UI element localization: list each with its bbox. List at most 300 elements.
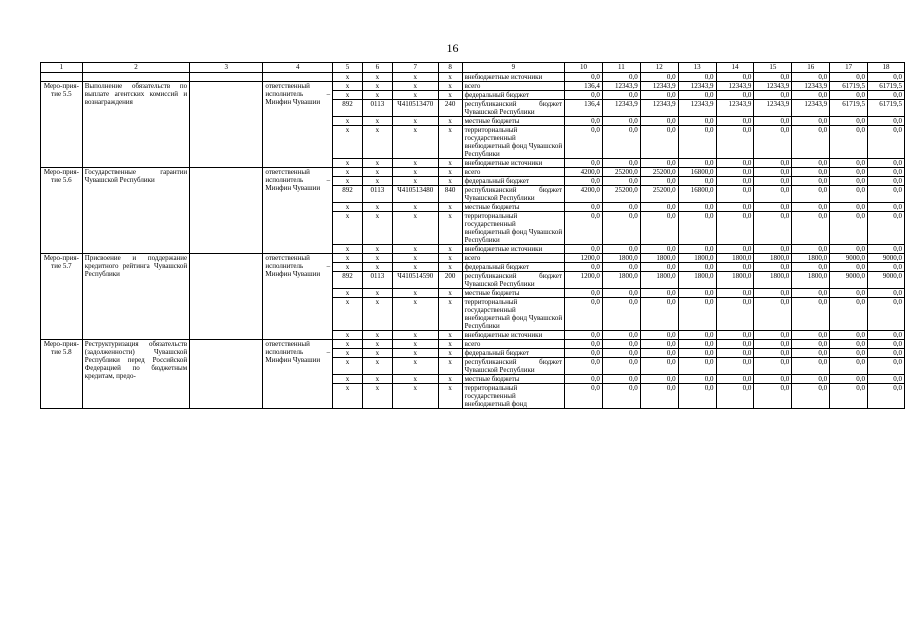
funding-value: 0,0 xyxy=(640,349,678,358)
event-id: Меро-прия-тие 5.7 xyxy=(41,254,83,340)
funding-value: 0,0 xyxy=(868,117,905,126)
funding-value: 0,0 xyxy=(868,245,905,254)
budget-code: x xyxy=(362,384,392,409)
funding-source: территориальный государственный внебюджетный фонд xyxy=(462,384,564,409)
funding-value: 0,0 xyxy=(792,177,830,186)
funding-value: 0,0 xyxy=(792,91,830,100)
funding-value: 0,0 xyxy=(565,212,603,245)
funding-value: 0,0 xyxy=(868,289,905,298)
funding-value: 12343,9 xyxy=(792,82,830,91)
column-number: 15 xyxy=(754,63,792,73)
funding-source: республиканский бюджет Чувашской Республики xyxy=(462,358,564,375)
funding-value: 0,0 xyxy=(602,298,640,331)
funding-value: 0,0 xyxy=(716,298,754,331)
funding-value: 0,0 xyxy=(792,384,830,409)
funding-value: 136,4 xyxy=(565,100,603,117)
funding-source: всего xyxy=(462,254,564,263)
funding-source: федеральный бюджет xyxy=(462,177,564,186)
funding-value: 12343,9 xyxy=(602,82,640,91)
funding-source: внебюджетные источники xyxy=(462,159,564,168)
funding-value: 0,0 xyxy=(754,375,792,384)
funding-value: 0,0 xyxy=(716,117,754,126)
funding-value: 12343,9 xyxy=(678,82,716,91)
funding-value: 0,0 xyxy=(565,375,603,384)
budget-code: x xyxy=(333,82,363,91)
funding-value: 0,0 xyxy=(754,186,792,203)
funding-value: 0,0 xyxy=(678,73,716,82)
budget-code: x xyxy=(333,159,363,168)
funding-value: 0,0 xyxy=(754,245,792,254)
budget-code: x xyxy=(438,349,462,358)
funding-value: 0,0 xyxy=(716,126,754,159)
funding-value: 12343,9 xyxy=(640,100,678,117)
funding-value: 0,0 xyxy=(792,263,830,272)
column-number: 7 xyxy=(392,63,438,73)
column-number: 16 xyxy=(792,63,830,73)
budget-code: x xyxy=(392,245,438,254)
budget-code: x xyxy=(392,263,438,272)
funding-value: 0,0 xyxy=(602,212,640,245)
budget-code: x xyxy=(362,340,392,349)
budget-code: x xyxy=(438,91,462,100)
funding-value: 0,0 xyxy=(640,117,678,126)
funding-value: 61719,5 xyxy=(868,100,905,117)
column-number: 13 xyxy=(678,63,716,73)
funding-value: 0,0 xyxy=(830,177,868,186)
budget-code: x xyxy=(362,331,392,340)
budget-code: x xyxy=(392,91,438,100)
funding-value: 0,0 xyxy=(640,298,678,331)
funding-value: 12343,9 xyxy=(716,100,754,117)
funding-value: 0,0 xyxy=(868,375,905,384)
funding-value: 0,0 xyxy=(716,384,754,409)
budget-code: x xyxy=(362,289,392,298)
table-row xyxy=(41,73,905,82)
funding-value: 0,0 xyxy=(602,263,640,272)
funding-value: 0,0 xyxy=(754,358,792,375)
funding-value: 0,0 xyxy=(716,331,754,340)
funding-value: 1200,0 xyxy=(565,254,603,263)
funding-value: 4200,0 xyxy=(565,168,603,177)
funding-value: 0,0 xyxy=(792,126,830,159)
budget-code: x xyxy=(362,159,392,168)
funding-value: 0,0 xyxy=(754,91,792,100)
funding-value: 0,0 xyxy=(565,349,603,358)
budget-code: x xyxy=(438,82,462,91)
funding-value: 0,0 xyxy=(565,203,603,212)
funding-value: 0,0 xyxy=(565,159,603,168)
funding-value: 0,0 xyxy=(678,340,716,349)
budget-code: x xyxy=(362,203,392,212)
event-name: Присвоение и поддержание кредитного рейтинга Чувашской Республики xyxy=(82,254,189,340)
funding-value: 61719,5 xyxy=(830,82,868,91)
funding-value: 0,0 xyxy=(754,126,792,159)
budget-code: x xyxy=(333,126,363,159)
budget-code: 200 xyxy=(438,272,462,289)
budget-code: Ч410514590 xyxy=(392,272,438,289)
budget-code: Ч410513480 xyxy=(392,186,438,203)
funding-value: 0,0 xyxy=(602,289,640,298)
budget-code: x xyxy=(362,82,392,91)
funding-value: 0,0 xyxy=(868,186,905,203)
funding-value: 0,0 xyxy=(678,245,716,254)
budget-code: x xyxy=(362,91,392,100)
budget-code: x xyxy=(392,117,438,126)
column-number: 3 xyxy=(190,63,263,73)
budget-code: x xyxy=(392,384,438,409)
funding-value: 0,0 xyxy=(830,289,868,298)
budget-code: x xyxy=(438,254,462,263)
funding-source: федеральный бюджет xyxy=(462,263,564,272)
event-executor: ответственный исполнитель – Минфин Чувашии xyxy=(263,82,333,168)
budget-code: x xyxy=(333,91,363,100)
funding-value: 0,0 xyxy=(602,340,640,349)
budget-code: x xyxy=(362,263,392,272)
funding-value: 0,0 xyxy=(716,245,754,254)
funding-value: 0,0 xyxy=(602,349,640,358)
funding-value: 0,0 xyxy=(754,168,792,177)
table-row xyxy=(41,82,905,91)
budget-code: x xyxy=(392,375,438,384)
budget-code: x xyxy=(333,73,363,82)
table-row xyxy=(41,340,905,349)
funding-value: 0,0 xyxy=(792,186,830,203)
funding-value: 0,0 xyxy=(792,117,830,126)
funding-value: 9000,0 xyxy=(830,254,868,263)
funding-source: местные бюджеты xyxy=(462,375,564,384)
funding-value: 0,0 xyxy=(640,263,678,272)
funding-value: 0,0 xyxy=(716,349,754,358)
budget-code: 892 xyxy=(333,272,363,289)
column-number-row xyxy=(41,63,905,73)
empty-cell xyxy=(82,73,189,82)
budget-code: x xyxy=(362,375,392,384)
funding-value: 0,0 xyxy=(678,203,716,212)
funding-source: внебюджетные источники xyxy=(462,331,564,340)
budget-code: x xyxy=(392,349,438,358)
budget-code: 0113 xyxy=(362,272,392,289)
funding-value: 0,0 xyxy=(640,126,678,159)
funding-value: 0,0 xyxy=(868,298,905,331)
funding-value: 4200,0 xyxy=(565,186,603,203)
budget-code: x xyxy=(333,375,363,384)
funding-value: 0,0 xyxy=(754,73,792,82)
funding-value: 0,0 xyxy=(640,91,678,100)
budget-code: x xyxy=(392,289,438,298)
funding-source: местные бюджеты xyxy=(462,117,564,126)
funding-value: 0,0 xyxy=(830,73,868,82)
funding-source: территориальный государственный внебюджетный фонд Чувашской Республики xyxy=(462,298,564,331)
funding-value: 0,0 xyxy=(792,331,830,340)
empty-cell xyxy=(263,73,333,82)
funding-value: 9000,0 xyxy=(868,254,905,263)
funding-source: федеральный бюджет xyxy=(462,349,564,358)
funding-value: 0,0 xyxy=(830,375,868,384)
budget-code: x xyxy=(392,212,438,245)
funding-value: 0,0 xyxy=(792,168,830,177)
budget-code: x xyxy=(333,168,363,177)
budget-code: x xyxy=(333,298,363,331)
funding-value: 1800,0 xyxy=(716,272,754,289)
funding-value: 0,0 xyxy=(754,289,792,298)
budget-code: x xyxy=(362,358,392,375)
funding-value: 0,0 xyxy=(716,340,754,349)
column-number: 9 xyxy=(462,63,564,73)
funding-value: 0,0 xyxy=(868,159,905,168)
column-number: 14 xyxy=(716,63,754,73)
funding-value: 25200,0 xyxy=(602,186,640,203)
funding-value: 0,0 xyxy=(716,73,754,82)
funding-value: 0,0 xyxy=(640,177,678,186)
funding-value: 61719,5 xyxy=(830,100,868,117)
funding-value: 0,0 xyxy=(716,212,754,245)
funding-value: 0,0 xyxy=(754,298,792,331)
funding-value: 0,0 xyxy=(830,298,868,331)
funding-value: 0,0 xyxy=(565,358,603,375)
funding-value: 1800,0 xyxy=(716,254,754,263)
budget-code: x xyxy=(333,289,363,298)
funding-value: 0,0 xyxy=(678,177,716,186)
funding-value: 0,0 xyxy=(565,331,603,340)
budget-code: x xyxy=(362,298,392,331)
event-id: Меро-прия-тие 5.5 xyxy=(41,82,83,168)
funding-value: 1200,0 xyxy=(565,272,603,289)
funding-value: 0,0 xyxy=(640,384,678,409)
funding-value: 0,0 xyxy=(754,203,792,212)
budget-code: 0113 xyxy=(362,100,392,117)
funding-value: 1800,0 xyxy=(678,272,716,289)
funding-value: 0,0 xyxy=(565,384,603,409)
funding-value: 0,0 xyxy=(716,177,754,186)
funding-value: 12343,9 xyxy=(754,82,792,91)
budget-code: x xyxy=(333,245,363,254)
budget-code: x xyxy=(438,340,462,349)
funding-source: территориальный государственный внебюджетный фонд Чувашской Республики xyxy=(462,126,564,159)
funding-value: 0,0 xyxy=(830,331,868,340)
funding-value: 12343,9 xyxy=(602,100,640,117)
funding-value: 0,0 xyxy=(830,263,868,272)
column-number: 5 xyxy=(333,63,363,73)
funding-value: 0,0 xyxy=(678,298,716,331)
funding-value: 1800,0 xyxy=(754,254,792,263)
funding-value: 0,0 xyxy=(868,340,905,349)
event-name: Реструктуризация обязательств (задолженности) Чувашской Республики перед Российской Федерацией по бюджетным кредитам, предо- xyxy=(82,340,189,409)
funding-value: 0,0 xyxy=(565,298,603,331)
funding-value: 0,0 xyxy=(754,117,792,126)
funding-value: 0,0 xyxy=(830,186,868,203)
funding-value: 0,0 xyxy=(678,289,716,298)
funding-value: 0,0 xyxy=(602,126,640,159)
funding-value: 0,0 xyxy=(716,159,754,168)
budget-code: x xyxy=(392,82,438,91)
funding-value: 0,0 xyxy=(868,177,905,186)
budget-code: x xyxy=(392,168,438,177)
funding-value: 0,0 xyxy=(716,91,754,100)
budget-code: x xyxy=(438,168,462,177)
funding-value: 0,0 xyxy=(678,117,716,126)
budget-code: x xyxy=(333,349,363,358)
funding-value: 0,0 xyxy=(565,126,603,159)
budget-code: x xyxy=(392,126,438,159)
funding-value: 0,0 xyxy=(754,159,792,168)
funding-value: 1800,0 xyxy=(754,272,792,289)
funding-value: 0,0 xyxy=(754,263,792,272)
funding-value: 0,0 xyxy=(565,263,603,272)
funding-value: 0,0 xyxy=(716,375,754,384)
funding-value: 0,0 xyxy=(754,349,792,358)
funding-value: 0,0 xyxy=(678,349,716,358)
column-number: 11 xyxy=(602,63,640,73)
budget-code: x xyxy=(438,263,462,272)
funding-value: 0,0 xyxy=(792,349,830,358)
budget-code: x xyxy=(392,254,438,263)
funding-value: 25200,0 xyxy=(640,186,678,203)
budget-code: x xyxy=(333,331,363,340)
coexecutor-cell xyxy=(190,340,263,409)
budget-code: 892 xyxy=(333,186,363,203)
funding-value: 0,0 xyxy=(640,212,678,245)
budget-code: x xyxy=(438,177,462,186)
budget-code: x xyxy=(333,384,363,409)
event-name: Государственные гарантии Чувашской Республики xyxy=(82,168,189,254)
funding-value: 12343,9 xyxy=(640,82,678,91)
funding-value: 0,0 xyxy=(830,117,868,126)
funding-value: 0,0 xyxy=(565,117,603,126)
budget-code: x xyxy=(362,168,392,177)
funding-source: внебюджетные источники xyxy=(462,73,564,82)
funding-value: 12343,9 xyxy=(678,100,716,117)
event-id: Меро-прия-тие 5.8 xyxy=(41,340,83,409)
funding-value: 16800,0 xyxy=(678,168,716,177)
budget-code: x xyxy=(438,289,462,298)
funding-source: внебюджетные источники xyxy=(462,245,564,254)
budget-table xyxy=(40,62,905,409)
budget-code: x xyxy=(438,117,462,126)
funding-value: 0,0 xyxy=(792,358,830,375)
funding-value: 0,0 xyxy=(716,289,754,298)
budget-code: 0113 xyxy=(362,186,392,203)
funding-value: 0,0 xyxy=(678,126,716,159)
funding-value: 0,0 xyxy=(602,331,640,340)
table-row xyxy=(41,168,905,177)
funding-value: 0,0 xyxy=(565,245,603,254)
funding-value: 0,0 xyxy=(754,177,792,186)
budget-code: x xyxy=(392,177,438,186)
funding-value: 0,0 xyxy=(830,159,868,168)
budget-code: x xyxy=(438,126,462,159)
budget-code: x xyxy=(333,177,363,186)
budget-code: x xyxy=(362,349,392,358)
table-row xyxy=(41,254,905,263)
funding-value: 0,0 xyxy=(868,358,905,375)
funding-value: 0,0 xyxy=(716,168,754,177)
funding-value: 0,0 xyxy=(640,203,678,212)
budget-code: x xyxy=(392,358,438,375)
funding-value: 0,0 xyxy=(830,168,868,177)
funding-value: 0,0 xyxy=(602,117,640,126)
funding-value: 0,0 xyxy=(565,91,603,100)
funding-value: 0,0 xyxy=(868,349,905,358)
funding-value: 0,0 xyxy=(640,245,678,254)
funding-value: 0,0 xyxy=(602,203,640,212)
budget-code: x xyxy=(392,203,438,212)
column-number: 6 xyxy=(362,63,392,73)
budget-code: x xyxy=(392,73,438,82)
budget-code: x xyxy=(333,117,363,126)
budget-code: x xyxy=(362,117,392,126)
funding-value: 0,0 xyxy=(565,340,603,349)
funding-value: 1800,0 xyxy=(640,254,678,263)
budget-code: x xyxy=(362,212,392,245)
funding-value: 0,0 xyxy=(640,159,678,168)
funding-value: 136,4 xyxy=(565,82,603,91)
budget-code: x xyxy=(438,245,462,254)
funding-value: 0,0 xyxy=(830,245,868,254)
funding-value: 0,0 xyxy=(640,340,678,349)
funding-value: 9000,0 xyxy=(830,272,868,289)
funding-value: 0,0 xyxy=(754,384,792,409)
funding-value: 0,0 xyxy=(868,168,905,177)
event-id: Меро-прия-тие 5.6 xyxy=(41,168,83,254)
funding-value: 12343,9 xyxy=(754,100,792,117)
column-number: 1 xyxy=(41,63,83,73)
funding-source: республиканский бюджет Чувашской Республики xyxy=(462,100,564,117)
funding-source: всего xyxy=(462,82,564,91)
funding-value: 0,0 xyxy=(602,358,640,375)
funding-value: 0,0 xyxy=(830,126,868,159)
funding-value: 0,0 xyxy=(602,91,640,100)
event-name: Выполнение обязательств по выплате агентских комиссий и вознаграждения xyxy=(82,82,189,168)
funding-value: 1800,0 xyxy=(602,272,640,289)
budget-code: x xyxy=(362,245,392,254)
funding-value: 0,0 xyxy=(792,340,830,349)
funding-value: 0,0 xyxy=(678,331,716,340)
funding-value: 0,0 xyxy=(754,340,792,349)
budget-code: 240 xyxy=(438,100,462,117)
funding-value: 12343,9 xyxy=(716,82,754,91)
funding-value: 25200,0 xyxy=(602,168,640,177)
coexecutor-cell xyxy=(190,254,263,340)
funding-value: 0,0 xyxy=(602,177,640,186)
funding-value: 0,0 xyxy=(640,73,678,82)
funding-source: местные бюджеты xyxy=(462,289,564,298)
funding-value: 0,0 xyxy=(678,212,716,245)
funding-value: 0,0 xyxy=(716,358,754,375)
funding-value: 0,0 xyxy=(716,186,754,203)
funding-value: 0,0 xyxy=(792,298,830,331)
budget-code: 840 xyxy=(438,186,462,203)
funding-value: 0,0 xyxy=(868,91,905,100)
budget-code: x xyxy=(362,254,392,263)
funding-value: 0,0 xyxy=(830,203,868,212)
event-executor: ответственный исполнитель – Минфин Чувашии xyxy=(263,254,333,340)
event-executor: ответственный исполнитель – Минфин Чувашии xyxy=(263,340,333,409)
column-number: 2 xyxy=(82,63,189,73)
budget-code: x xyxy=(333,263,363,272)
funding-value: 0,0 xyxy=(754,212,792,245)
budget-code: x xyxy=(392,340,438,349)
funding-source: республиканский бюджет Чувашской Республики xyxy=(462,272,564,289)
funding-value: 0,0 xyxy=(792,203,830,212)
budget-code: x xyxy=(438,331,462,340)
budget-code: x xyxy=(438,159,462,168)
column-number: 4 xyxy=(263,63,333,73)
column-number: 18 xyxy=(868,63,905,73)
funding-value: 12343,9 xyxy=(792,100,830,117)
funding-value: 0,0 xyxy=(792,73,830,82)
funding-value: 0,0 xyxy=(830,212,868,245)
funding-value: 0,0 xyxy=(868,73,905,82)
